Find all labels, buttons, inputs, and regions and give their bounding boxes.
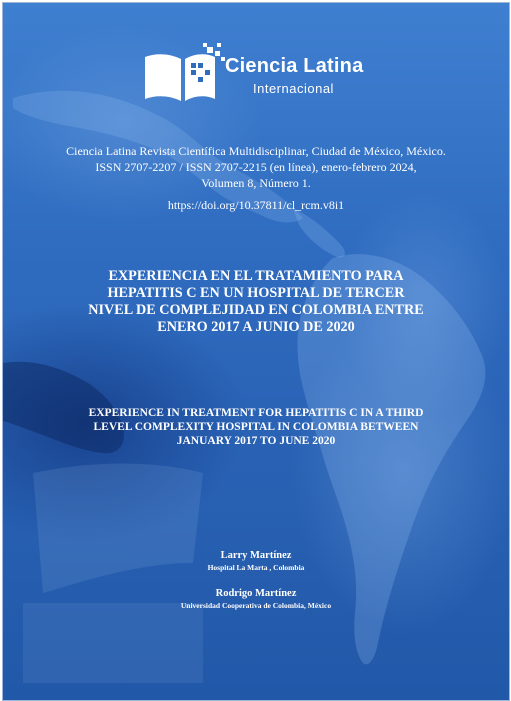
title-english	[43, 406, 469, 448]
title-en-line: LEVEL COMPLEXITY HOSPITAL IN COLOMBIA BETWEEN	[93, 421, 419, 433]
publication-info	[33, 143, 479, 213]
title-es-line: HEPATITIS C EN UN HOSPITAL DE TERCER	[107, 285, 405, 301]
chart-bars-bg	[23, 603, 203, 683]
publication-line-3: Volumen 8, Número 1.	[201, 176, 311, 190]
journal-cover	[2, 2, 510, 701]
author-block	[63, 587, 449, 611]
title-es-line: NIVEL DE COMPLEJIDAD EN COLOMBIA ENTRE	[88, 302, 424, 318]
author-name: Rodrigo Martínez	[215, 588, 297, 599]
author-block	[63, 549, 449, 573]
brand-name: Ciencia Latina	[225, 55, 364, 77]
title-en-line: JANUARY 2017 TO JUNE 2020	[176, 435, 336, 447]
publication-line-1: Ciencia Latina Revista Científica Multidisciplinar, Ciudad de México, México.	[66, 144, 446, 158]
title-es-line: ENERO 2017 A JUNIO DE 2020	[157, 319, 355, 335]
author-affiliation: Hospital La Marta , Colombia	[207, 563, 305, 572]
map-central-america	[293, 208, 345, 257]
author-name: Larry Martínez	[220, 550, 292, 561]
brand-subtitle: Internacional	[253, 81, 334, 96]
title-spanish	[43, 268, 469, 336]
title-en-line: EXPERIENCE IN TREATMENT FOR HEPATITIS C IN A THIRD	[88, 407, 424, 419]
publication-line-2: ISSN 2707-2207 / ISSN 2707-2215 (en línea), enero-febrero 2024,	[95, 160, 417, 174]
title-es-line: EXPERIENCIA EN EL TRATAMIENTO PARA	[108, 268, 404, 284]
paper-silhouette	[33, 464, 203, 593]
doi-link[interactable]: https://doi.org/10.37811/cl_rcm.v8i1	[167, 198, 345, 212]
author-affiliation: Universidad Cooperativa de Colombia, México	[180, 601, 332, 610]
